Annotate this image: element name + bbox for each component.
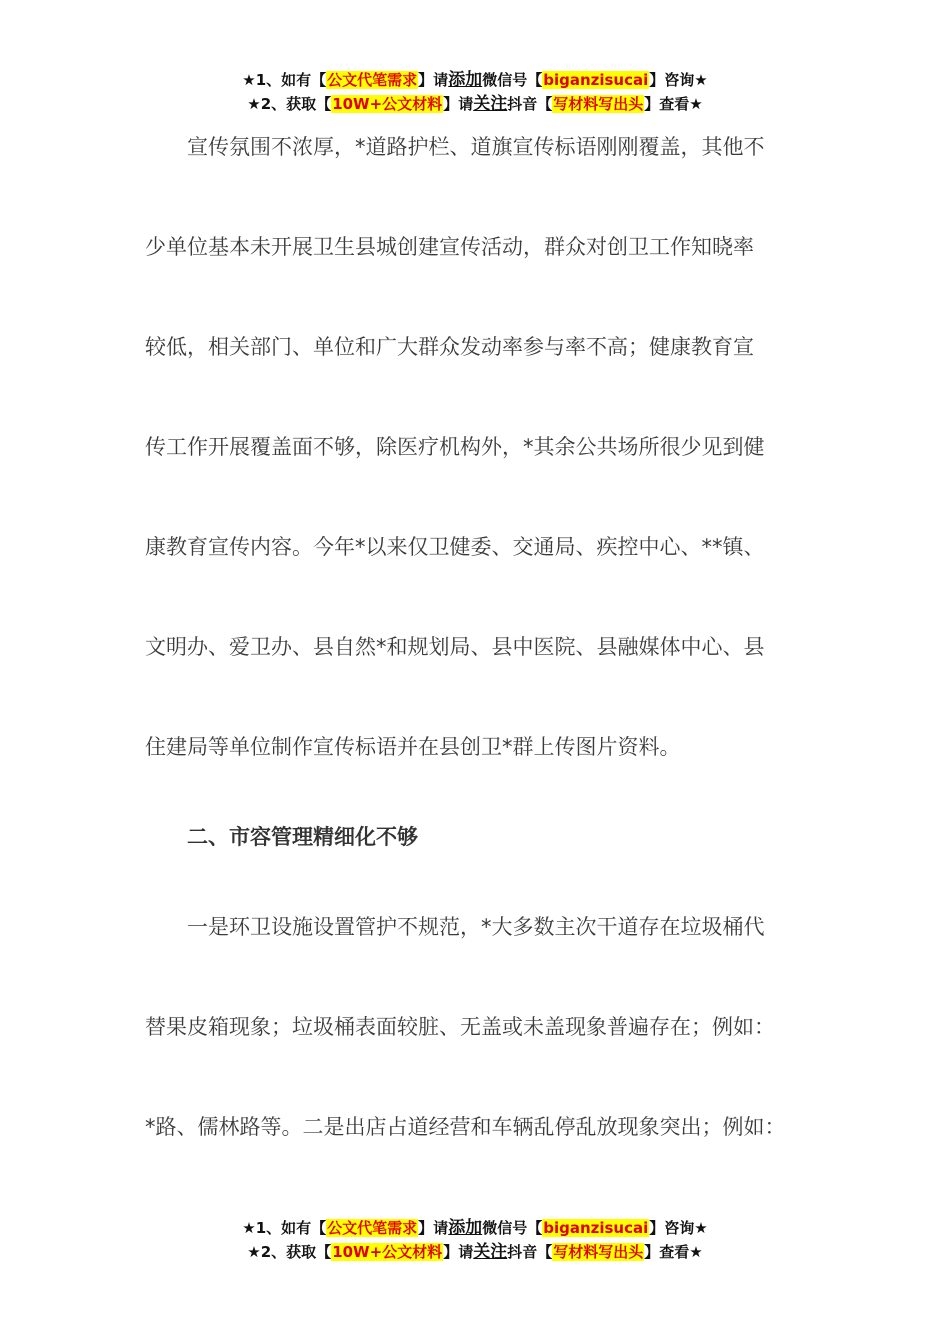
highlight-materials: 10W+公文材料 [332,95,443,113]
section-heading: 二、市容管理精细化不够 [145,825,418,849]
header-banner [0,68,950,116]
banner-line-1: ★1、如有【公文代笔需求】请添加微信号【biganzisucai】咨询★ [242,70,708,90]
highlight-wechat-id: biganzisucai [543,71,649,89]
banner-line-1: ★1、如有【公文代笔需求】请添加微信号【biganzisucai】咨询★ [242,1218,708,1238]
paragraph-line: 宣传氛围不浓厚，*道路护栏、道旗宣传标语刚刚覆盖，其他不 [145,135,765,159]
paragraph-line: 传工作开展覆盖面不够，除医疗机构外，*其余公共场所很少见到健 [145,435,765,459]
banner-line-2: ★2、获取【10W+公文材料】请关注抖音【写材料写出头】查看★ [247,94,703,114]
highlight-service: 公文代笔需求 [327,1219,418,1237]
paragraph-line: 较低，相关部门、单位和广大群众发动率参与率不高；健康教育宣 [145,335,754,359]
highlight-service: 公文代笔需求 [327,71,418,89]
footer-banner [0,1216,950,1264]
banner-line-2: ★2、获取【10W+公文材料】请关注抖音【写材料写出头】查看★ [247,1242,703,1262]
paragraph-line: 替果皮箱现象；垃圾桶表面较脏、无盖或未盖现象普遍存在；例如： [145,1015,775,1039]
paragraph-line: 文明办、爱卫办、县自然*和规划局、县中医院、县融媒体中心、县 [145,635,765,659]
paragraph-line: *路、儒林路等。二是出店占道经营和车辆乱停乱放现象突出；例如： [145,1115,786,1139]
highlight-wechat-id: biganzisucai [543,1219,649,1237]
highlight-douyin-account: 写材料写出头 [553,1243,644,1261]
paragraph-line: 住建局等单位制作宣传标语并在县创卫*群上传图片资料。 [145,735,681,759]
paragraph-line: 康教育宣传内容。今年*以来仅卫健委、交通局、疾控中心、**镇、 [145,535,765,559]
highlight-douyin-account: 写材料写出头 [553,95,644,113]
paragraph-line: 一是环卫设施设置管护不规范，*大多数主次干道存在垃圾桶代 [145,915,765,939]
highlight-materials: 10W+公文材料 [332,1243,443,1261]
paragraph-line: 少单位基本未开展卫生县城创建宣传活动，群众对创卫工作知晓率 [145,235,754,259]
